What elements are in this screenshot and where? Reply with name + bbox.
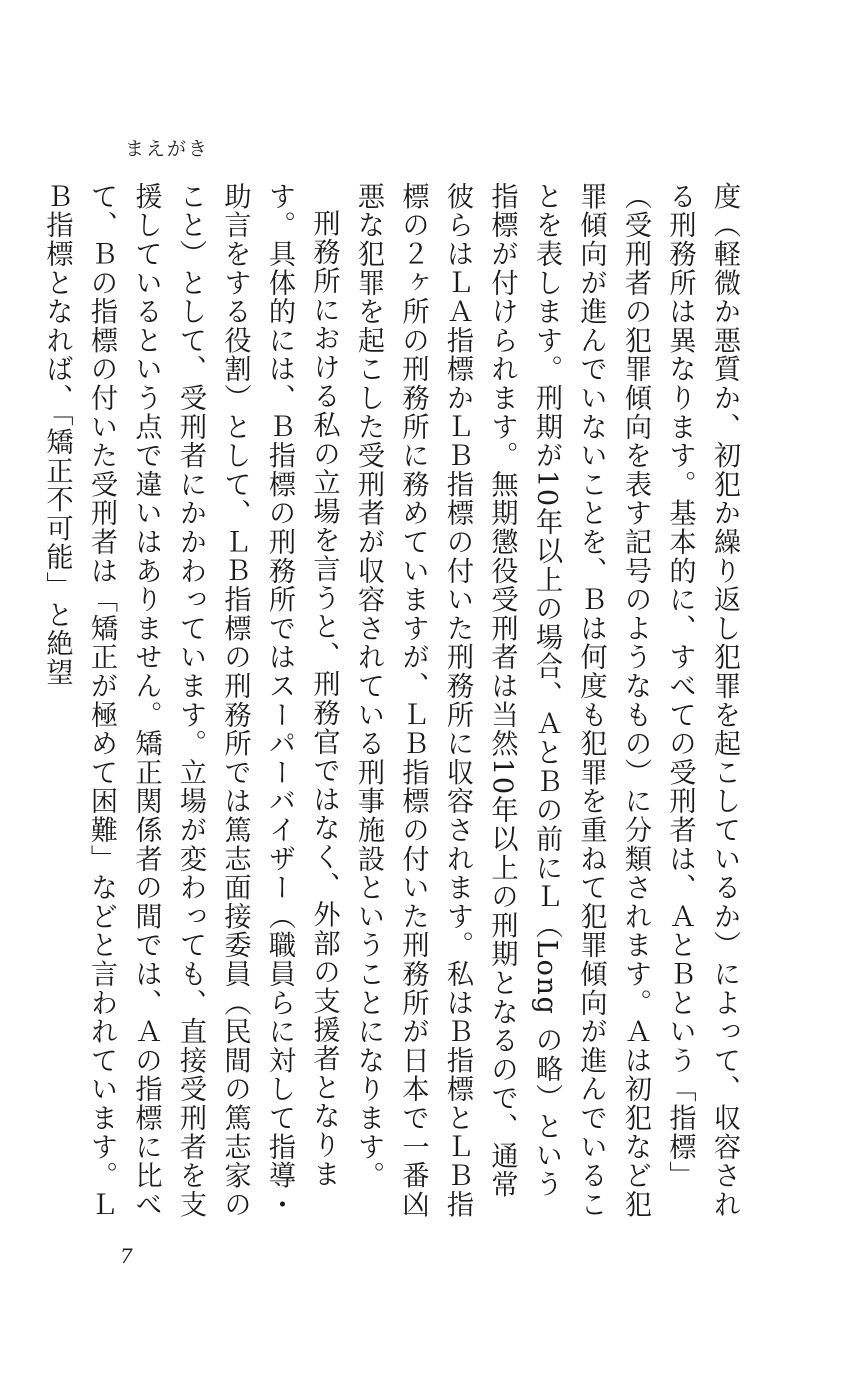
page-number: 7 <box>120 1244 133 1268</box>
body-text <box>41 182 746 1222</box>
paragraph: 刑務所における私の立場を言うと、刑務官ではなく、外部の支援者となります。具体的には、Ｂ指標の刑務所ではスーパーバイザー（職員らに対して指導・助言をする役割）として、ＬＢ指標の刑務所では篤志面接委員（民間の篤志家のこと）として、受刑者にかかわっています。立場が変わっても、直接受刑者を支援しているという点で違いはありません。矯正関係者の間では、Ａの指標に比べて、Ｂの指標の付いた受刑者は「矯正が極めて困難」などと言われています。ＬＢ指標となれば、「矯正不可能」と絶望 <box>41 182 340 1219</box>
running-head: まえがき <box>125 138 210 160</box>
paragraph-continued: 度（軽微か悪質か、初犯か繰り返し犯罪を起こしているか）によって、収容される刑務所は異なります。基本的に、すべての受刑者は、ＡとＢという「指標」（受刑者の犯罪傾向を表す記号のようなもの）に分類されます。Ａは初犯など犯罪傾向が進んでいないことを、Ｂは何度も犯罪を重ねて犯罪傾向が進んでいることを表します。刑期が10年以上の場合、ＡとＢの前にＬ（Long の略）という指標が付けられます。無期懲役受刑者は当然10年以上の刑期となるので、通常彼らはＬＡ指標かＬＢ指標の付いた刑務所に収容されます。私はＢ指標とＬＢ指標の２ヶ所の刑務所に務めていますが、ＬＢ指標の付いた刑務所が日本で一番凶悪な犯罪を起こした受刑者が収容されている刑事施設ということになります。 <box>353 182 740 1219</box>
